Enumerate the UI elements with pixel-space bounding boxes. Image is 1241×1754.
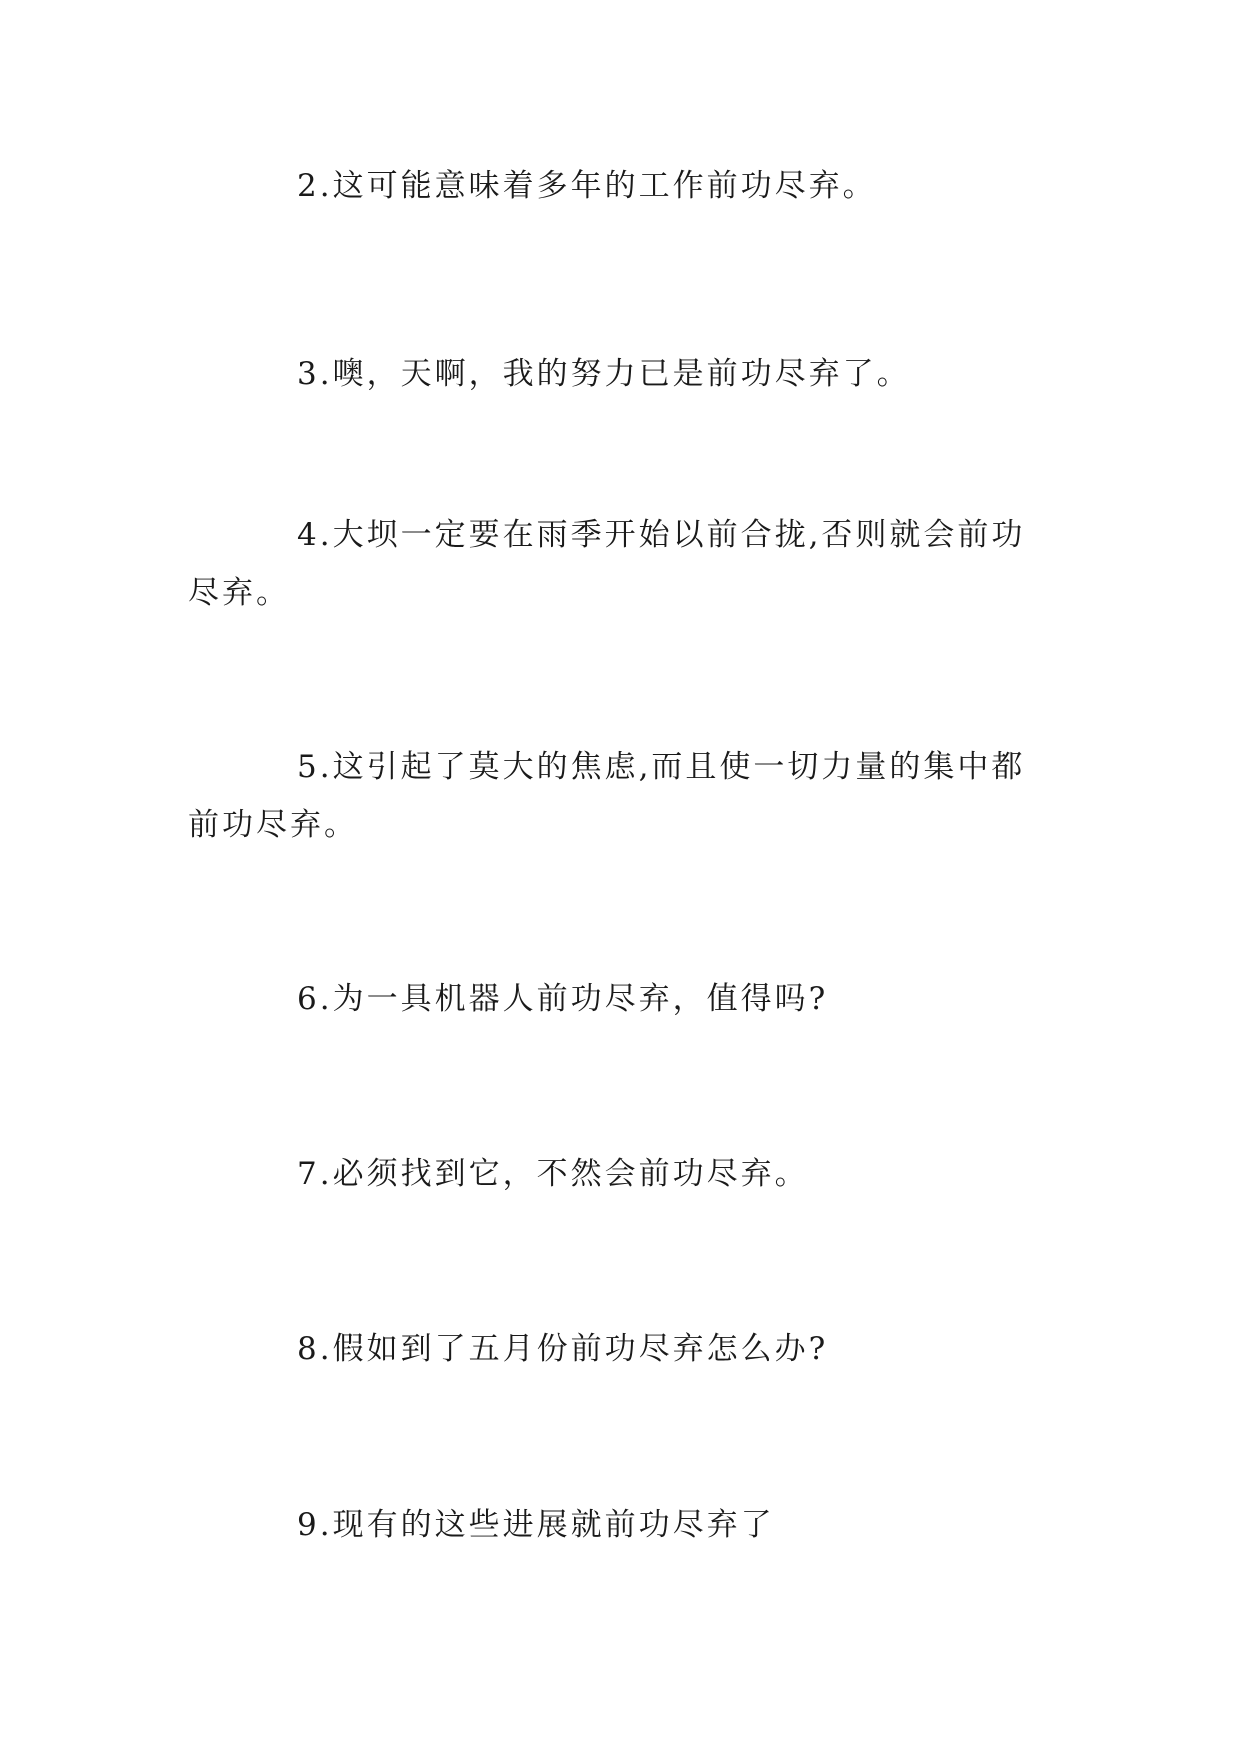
paragraph-item-2: 2.这可能意味着多年的工作前功尽弃。 (297, 168, 877, 204)
paragraph-item-8: 8.假如到了五月份前功尽弃怎么办? (297, 1331, 829, 1367)
paragraph-item-6: 6.为一具机器人前功尽弃，值得吗? (297, 981, 829, 1017)
paragraph-item-5: 5.这引起了莫大的焦虑,而且使一切力量的集中都前功尽弃。 (188, 749, 1026, 843)
paragraph-item-7: 7.必须找到它，不然会前功尽弃。 (297, 1156, 809, 1192)
paragraph-item-4: 4.大坝一定要在雨季开始以前合拢,否则就会前功尽弃。 (188, 517, 1026, 611)
paragraph-item-9: 9.现有的这些进展就前功尽弃了 (297, 1507, 775, 1543)
paragraph-item-3: 3.噢，天啊，我的努力已是前功尽弃了。 (297, 356, 911, 392)
